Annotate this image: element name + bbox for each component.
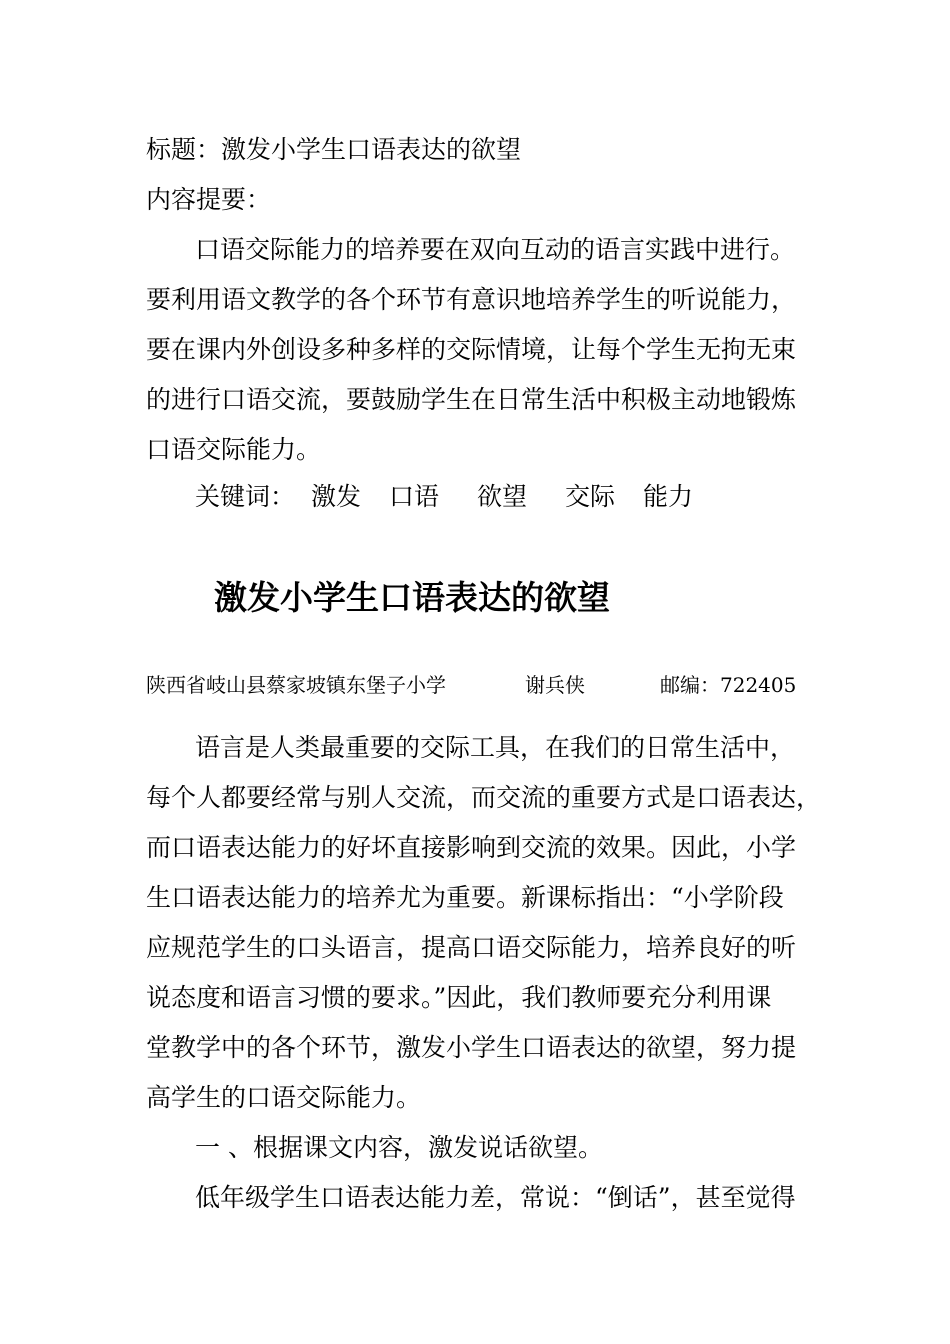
- body-line: 堂教学中的各个环节，激发小学生口语表达的欲望，努力提: [146, 1033, 797, 1062]
- body-line: 低年级学生口语表达能力差，常说：“倒话”，甚至觉得: [195, 1183, 796, 1212]
- body-line: 生口语表达能力的培养尤为重要。新课标指出：“小学阶段: [146, 883, 784, 912]
- article-title: 激发小学生口语表达的欲望: [214, 578, 610, 617]
- keyword-item: 激发: [311, 482, 362, 511]
- title-line: 标题：激发小学生口语表达的欲望: [146, 135, 522, 164]
- body-line: 说态度和语言习惯的要求。”因此，我们教师要充分利用课: [146, 983, 772, 1012]
- body-line: 语言是人类最重要的交际工具，在我们的日常生活中，: [195, 733, 796, 762]
- summary-label: 内容提要：: [146, 185, 272, 214]
- body-line: 应规范学生的口头语言，提高口语交际能力，培养良好的听: [146, 933, 797, 962]
- keywords-label: 关键词：: [195, 482, 296, 511]
- summary-line: 的进行口语交流，要鼓励学生在日常生活中积极主动地锻炼: [146, 385, 797, 414]
- summary-line: 口语交际能力。: [146, 435, 322, 464]
- section-heading: 一 、根据课文内容，激发说话欲望。: [195, 1133, 603, 1162]
- summary-line: 要在课内外创设多种多样的交际情境，让每个学生无拘无束: [146, 335, 797, 364]
- school-name: 陕西省岐山县蔡家坡镇东堡子小学: [146, 673, 446, 697]
- body-line: 每个人都要经常与别人交流，而交流的重要方式是口语表达，: [146, 783, 822, 812]
- summary-line: 口语交际能力的培养要在双向互动的语言实践中进行。: [195, 235, 796, 264]
- body-line: 而口语表达能力的好坏直接影响到交流的效果。因此，小学: [146, 833, 797, 862]
- keyword-item: 交际: [565, 482, 616, 511]
- keyword-item: 能力: [643, 482, 694, 511]
- postcode: 邮编：722405: [660, 673, 797, 697]
- summary-line: 要利用语文教学的各个环节有意识地培养学生的听说能力，: [146, 285, 797, 314]
- keyword-item: 欲望: [477, 482, 528, 511]
- body-line: 高学生的口语交际能力。: [146, 1083, 422, 1112]
- keyword-item: 口语: [389, 482, 440, 511]
- author-name: 谢兵侠: [525, 673, 585, 697]
